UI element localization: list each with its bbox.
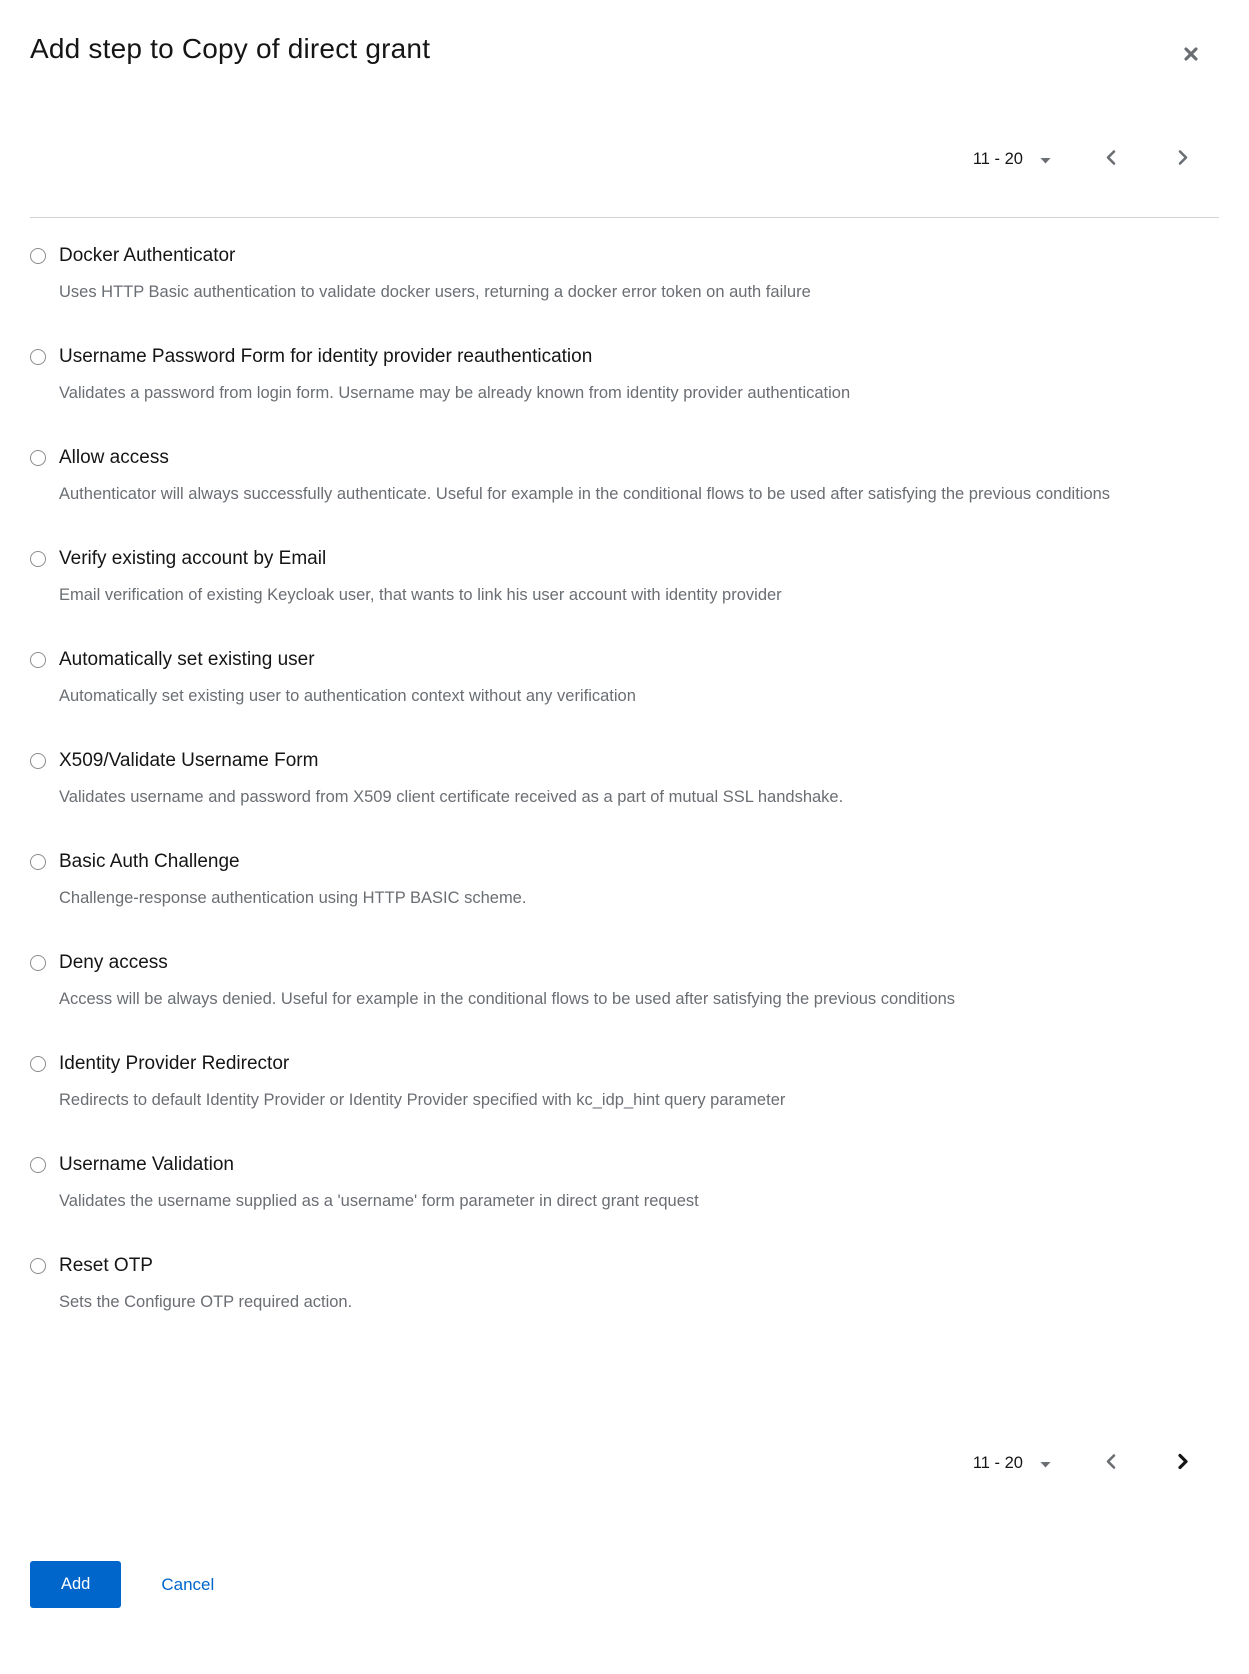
authenticator-description: Sets the Configure OTP required action. [59, 1293, 353, 1311]
authenticator-description: Automatically set existing user to authentication context without any verification [59, 687, 636, 705]
authenticator-description: Validates a password from login form. Username may be already known from identity provider authentication [59, 384, 851, 402]
authenticator-description: Validates the username supplied as a 'username' form parameter in direct grant request [59, 1192, 699, 1210]
authenticator-description: Challenge-response authentication using HTTP BASIC scheme. [59, 889, 527, 907]
authenticator-description: Authenticator will always successfully authenticate. Useful for example in the conditional flows to be used after satisfying the previous conditions [59, 485, 1111, 503]
modal-header [30, 0, 1219, 73]
close-button[interactable] [1175, 38, 1207, 73]
authenticator-option[interactable] [30, 950, 1219, 1014]
prev-page-button-bottom[interactable] [1088, 1445, 1132, 1481]
radio-button[interactable] [30, 1157, 46, 1173]
radio-button[interactable] [30, 1056, 46, 1072]
angle-right-icon [1178, 1453, 1189, 1473]
authenticator-option[interactable] [30, 1051, 1219, 1115]
modal-footer [30, 1561, 1219, 1608]
authenticator-description: Access will be always denied. Useful for example in the conditional flows to be used after satisfying the previous conditions [59, 990, 956, 1008]
angle-left-icon [1105, 1453, 1116, 1473]
authenticator-option[interactable] [30, 344, 1219, 408]
authenticator-description: Validates username and password from X509 client certificate received as a part of mutual SSL handshake. [59, 788, 844, 806]
authenticator-option[interactable] [30, 1253, 1219, 1317]
pagination-top [30, 141, 1219, 177]
cancel-button[interactable]: Cancel [161, 1574, 215, 1594]
authenticator-option[interactable] [30, 1152, 1219, 1216]
radio-button[interactable] [30, 248, 46, 264]
radio-button[interactable] [30, 854, 46, 870]
authenticator-name: Automatically set existing user [59, 649, 315, 670]
pagination-bottom [30, 1445, 1219, 1481]
authenticator-option[interactable] [30, 748, 1219, 812]
angle-left-icon [1105, 149, 1116, 169]
authenticator-description: Email verification of existing Keycloak user, that wants to link his user account with identity provider [59, 586, 782, 604]
authenticator-name: Docker Authenticator [59, 245, 236, 266]
prev-page-button[interactable] [1088, 141, 1132, 177]
authenticator-option[interactable] [30, 849, 1219, 913]
angle-right-icon [1178, 149, 1189, 169]
page-range-label: 11 - 20 [972, 1453, 1023, 1472]
close-icon [1183, 46, 1199, 65]
next-page-button-bottom[interactable] [1161, 1445, 1205, 1481]
authenticator-name: Allow access [59, 447, 169, 468]
authenticator-name: X509/Validate Username Form [59, 750, 319, 771]
radio-button[interactable] [30, 450, 46, 466]
authenticator-option[interactable] [30, 243, 1219, 307]
radio-button[interactable] [30, 1258, 46, 1274]
authenticator-option[interactable] [30, 647, 1219, 711]
authenticator-description: Redirects to default Identity Provider or Identity Provider specified with kc_idp_hint query parameter [59, 1091, 786, 1109]
authenticator-name: Basic Auth Challenge [59, 851, 240, 872]
authenticator-name: Identity Provider Redirector [59, 1053, 290, 1074]
radio-button[interactable] [30, 652, 46, 668]
page-range-label: 11 - 20 [972, 149, 1023, 168]
add-button[interactable]: Add [30, 1561, 121, 1608]
authenticator-name: Deny access [59, 952, 168, 973]
authenticator-name: Verify existing account by Email [59, 548, 327, 569]
authenticator-name: Username Password Form for identity provider reauthentication [59, 346, 593, 367]
caret-down-icon [1040, 1454, 1051, 1473]
authenticator-option[interactable] [30, 546, 1219, 610]
page-range-menu-toggle-bottom[interactable] [965, 1448, 1059, 1479]
radio-button[interactable] [30, 551, 46, 567]
page-range-menu-toggle[interactable] [965, 144, 1059, 175]
authenticator-list [30, 218, 1219, 1317]
authenticator-name: Username Validation [59, 1154, 234, 1175]
radio-button[interactable] [30, 955, 46, 971]
next-page-button[interactable] [1161, 141, 1205, 177]
radio-button[interactable] [30, 753, 46, 769]
authenticator-description: Uses HTTP Basic authentication to validate docker users, returning a docker error token on auth failure [59, 283, 811, 301]
radio-button[interactable] [30, 349, 46, 365]
caret-down-icon [1040, 150, 1051, 169]
authenticator-option[interactable] [30, 445, 1219, 509]
modal-title: Add step to Copy of direct grant [30, 33, 431, 64]
authenticator-name: Reset OTP [59, 1255, 153, 1276]
